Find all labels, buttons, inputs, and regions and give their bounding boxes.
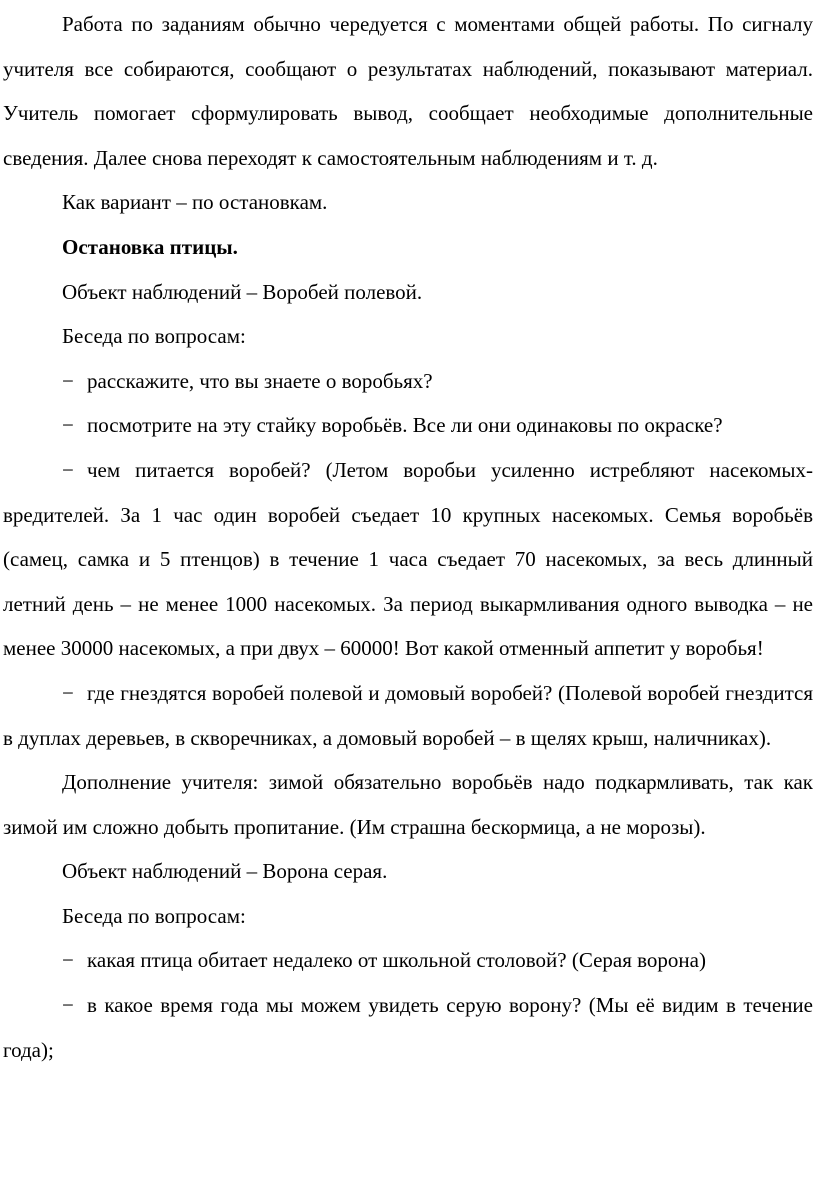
dash-marker: − xyxy=(62,457,74,482)
question-5 xyxy=(3,938,813,983)
paragraph-variant: Как вариант – по остановкам. xyxy=(62,190,328,215)
question-6 xyxy=(3,983,813,1072)
question-2-text: посмотрите на эту стайку воробьёв. Все ли они одинаковы по окраске? xyxy=(87,413,723,438)
paragraph-intro: Работа по заданиям обычно чередуется с моментами общей работы. По сигналу учителя все собираются, сообщают о результатах наблюдений, показывают материал. Учитель помогает сформулировать вывод, сообщает необходимые дополнительные сведения. Далее снова переходят к самостоятельным наблюдениям и т. д. xyxy=(3,12,813,170)
dash-marker: − xyxy=(62,993,74,1018)
question-3 xyxy=(3,448,813,671)
question-2 xyxy=(3,403,813,448)
conversation-label-2: Беседа по вопросам: xyxy=(62,903,246,928)
question-4 xyxy=(3,671,813,760)
dash-marker: − xyxy=(62,413,74,438)
observation-object-sparrow: Объект наблюдений – Воробей полевой. xyxy=(62,279,423,304)
teacher-addition: Дополнение учителя: зимой обязательно воробьёв надо подкармливать, так как зимой им сложно добыть пропитание. (Им страшна бескормица, а не морозы). xyxy=(3,770,813,839)
dash-marker: − xyxy=(62,368,74,393)
observation-object-crow: Объект наблюдений – Ворона серая. xyxy=(62,859,388,884)
question-5-text: какая птица обитает недалеко от школьной столовой? (Серая ворона) xyxy=(87,948,706,973)
question-6-text: в какое время года мы можем увидеть серую ворону? (Мы её видим в течение года); xyxy=(3,993,813,1062)
question-3-text: чем питается воробей? (Летом воробьи усиленно истребляют насекомых-вредителей. За 1 час один воробей съедает 10 крупных насекомых. Семья воробьёв (самец, самка и 5 птенцов) в течение 1 часа съедает 70 насекомых, за весь длинный летний день – не менее 1000 насекомых. За период выкармливания одного выводка – не менее 30000 насекомых, а при двух – 60000! Вот какой отменный аппетит у воробья! xyxy=(3,457,813,661)
question-1-text: расскажите, что вы знаете о воробьях? xyxy=(87,368,433,393)
conversation-label-1: Беседа по вопросам: xyxy=(62,324,246,349)
question-1 xyxy=(3,359,813,404)
dash-marker: − xyxy=(62,680,74,705)
heading-stop-birds: Остановка птицы. xyxy=(62,234,238,259)
question-4-text: где гнездятся воробей полевой и домовый воробей? (Полевой воробей гнездится в дуплах деревьев, в скворечниках, а домовый воробей – в щелях крыш, наличниках). xyxy=(3,680,813,750)
dash-marker: − xyxy=(62,948,74,973)
